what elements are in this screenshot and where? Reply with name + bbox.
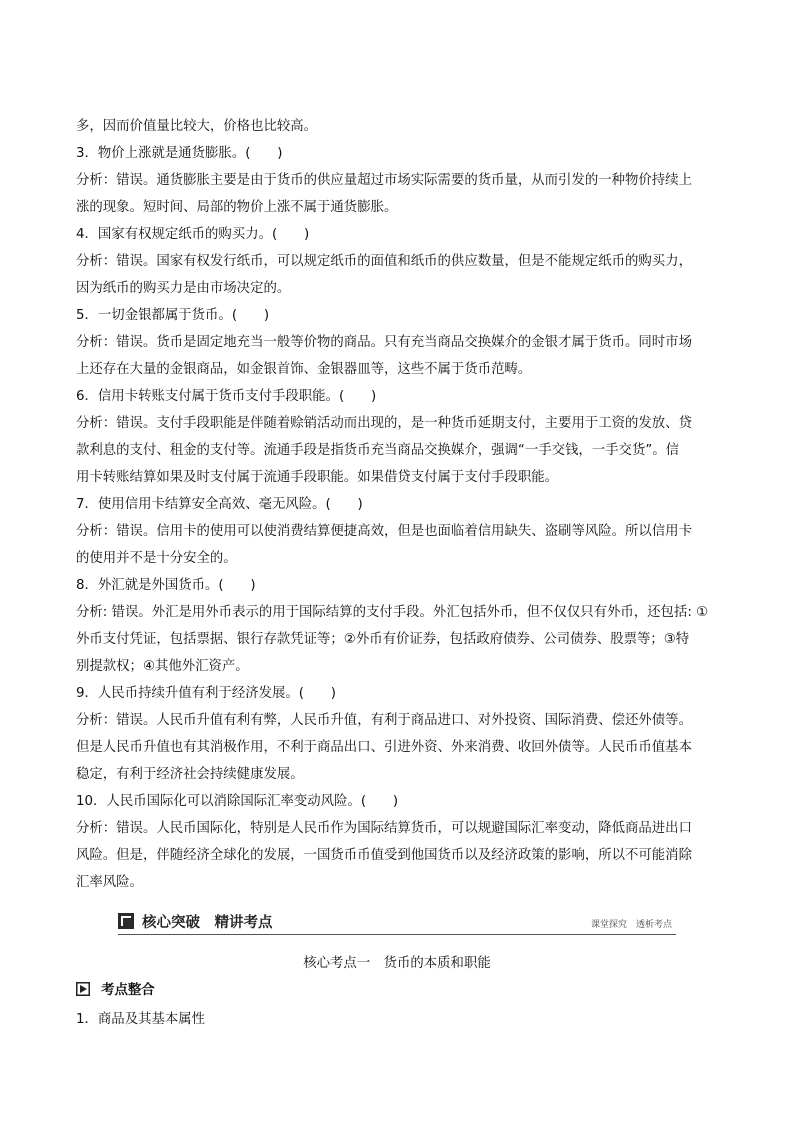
analysis-line: 分析：错误。人民币国际化，特别是人民币作为国际结算货币，可以规避国际汇率变动，降低商品进出口 [76, 821, 692, 836]
analysis-line: 分析：错误。货币是固定地充当一般等价物的商品。只有充当商品交换媒介的金银才属于货币。同时市场 [76, 335, 692, 350]
question-6: 6．信用卡转账支付属于货币支付手段职能。( ) [76, 389, 377, 404]
question-7: 7．使用信用卡结算安全高效、毫无风险。( ) [76, 497, 363, 512]
banner-subtitle: 课堂探究 透析考点 [590, 920, 672, 930]
analysis-line: 分析: 错误。外汇是用外币表示的用于国际结算的支付手段。外汇包括外币，但不仅仅只有外币，还包括: ① [76, 605, 709, 620]
analysis-line: 分析：错误。信用卡的使用可以使消费结算便捷高效，但是也面临着信用缺失、盗刷等风险。所以信用卡 [76, 524, 692, 539]
banner-title: 核心突破 精讲考点 [142, 915, 273, 931]
analysis-line: 款利息的支付、租金的支付等。流通手段是指货币充当商品交换媒介，强调“一手交钱，一手交货”。信 [76, 443, 680, 458]
body-text [76, 113, 718, 896]
analysis-line: 用卡转账结算如果及时支付属于流通手段职能。如果借贷支付属于支付手段职能。 [76, 470, 559, 485]
subsection-heading [76, 978, 155, 998]
analysis-line: 分析：错误。支付手段职能是伴随着赊销活动而出现的，是一种货币延期支付，主要用于工资的发放、贷 [76, 416, 692, 431]
question-9: 9．人民币持续升值有利于经济发展。( ) [76, 686, 336, 701]
analysis-line: 涨的现象。短时间、局部的物价上涨不属于通货膨胀。 [76, 200, 398, 215]
analysis-line: 别提款权；④其他外汇资产。 [76, 659, 249, 674]
analysis-line: 上还存在大量的金银商品，如金银首饰、金银器皿等，这些不属于货币范畴。 [76, 362, 532, 377]
play-triangle-icon [76, 982, 90, 996]
analysis-line: 外币支付凭证，包括票据、银行存款凭证等；②外币有价证券，包括政府债券、公司债券、股票等；③特 [76, 632, 690, 647]
analysis-line: 稳定，有利于经济社会持续健康发展。 [76, 767, 304, 782]
analysis-line: 因为纸币的购买力是由市场决定的。 [76, 281, 291, 296]
analysis-line: 分析：错误。人民币升值有利有弊，人民币升值，有利于商品进口、对外投资、国际消费、偿还外债等。 [76, 713, 692, 728]
analysis-line: 分析：错误。通货膨胀主要是由于货币的供应量超过市场实际需要的货币量，从而引发的一种物价持续上 [76, 173, 692, 188]
subsection-label: 考点整合 [101, 983, 155, 998]
question-10: 10．人民币国际化可以消除国际汇率变动风险。( ) [76, 794, 399, 809]
book-square-icon [118, 913, 134, 929]
analysis-line: 的使用并不是十分安全的。 [76, 551, 237, 566]
section-title: 核心考点一 货币的本质和职能 [303, 956, 491, 971]
section-banner [118, 912, 676, 935]
analysis-line: 风险。但是，伴随经济全球化的发展，一国货币币值受到他国货币以及经济政策的影响，所以不可能消除 [76, 848, 692, 863]
question-3: 3．物价上涨就是通货膨胀。( ) [76, 146, 283, 161]
analysis-line: 汇率风险。 [76, 875, 143, 890]
analysis-line: 但是人民币升值也有其消极作用，不利于商品出口、引进外资、外来消费、收回外债等。人民币币值基本 [76, 740, 692, 755]
analysis-line: 分析：错误。国家有权发行纸币，可以规定纸币的面值和纸币的供应数量，但是不能规定纸币的购买力， [76, 254, 692, 269]
question-5: 5．一切金银都属于货币。( ) [76, 308, 270, 323]
item-heading: 1．商品及其基本属性 [76, 1012, 206, 1027]
question-8: 8．外汇就是外国货币。( ) [76, 578, 256, 593]
question-4: 4．国家有权规定纸币的购买力。( ) [76, 227, 310, 242]
text-line: 多，因而价值量比较大，价格也比较高。 [76, 119, 318, 134]
